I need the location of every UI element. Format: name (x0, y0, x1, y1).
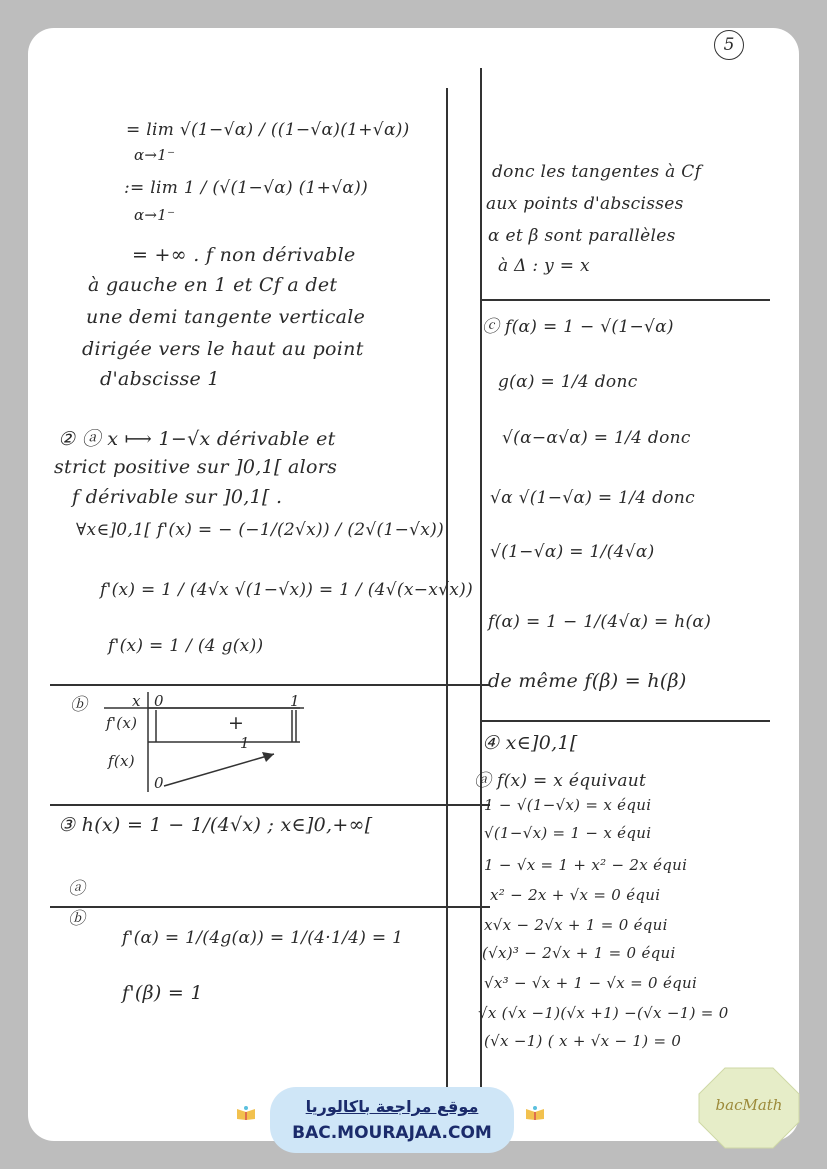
right-line-15: √(1−√x) = 1 − x équi (484, 824, 652, 842)
left-label-3a: ⓐ (68, 879, 86, 899)
table-f-label: f(x) (108, 752, 135, 770)
left-line-2: := lim 1 / (√(1−√α) (1+√α)) (124, 178, 368, 198)
right-line-13: ⓐ f(x) = x équivaut (474, 771, 647, 791)
table-x-start: 0 (154, 692, 164, 710)
right-line-20: √x³ − √x + 1 − √x = 0 équi (484, 974, 698, 992)
left-line-1-sub: α→1⁻ (134, 146, 176, 164)
right-line-12: ④ x∈]0,1[ (482, 732, 578, 754)
book-icon (525, 1106, 545, 1120)
left-line-4: à gauche en 1 et Cf a det (88, 274, 338, 296)
right-line-4: à Δ : y = x (498, 256, 590, 276)
left-line-16: f'(β) = 1 (122, 982, 203, 1004)
left-line-14: ③ h(x) = 1 − 1/(4√x) ; x∈]0,+∞[ (58, 814, 373, 836)
left-line-1: = lim √(1−√α) / ((1−√α)(1+√α)) (126, 120, 410, 140)
right-line-7: √(α−α√α) = 1/4 donc (502, 428, 691, 448)
left-line-5: une demi tangente verticale (86, 306, 366, 328)
table-x-end: 1 (290, 692, 300, 710)
site-badge[interactable] (270, 1087, 514, 1153)
table-fprime-label: f'(x) (106, 714, 138, 732)
page-number: 5 (714, 30, 744, 60)
left-line-9: strict positive sur ]0,1[ alors (54, 456, 338, 478)
bacmath-text: bacMath (715, 1096, 783, 1114)
right-line-17: x² − 2x + √x = 0 équi (490, 886, 661, 904)
left-line-11: ∀x∈]0,1[ f'(x) = − (−1/(2√x)) / (2√(1−√x)) (76, 520, 444, 540)
right-line-14: 1 − √(1−√x) = x équi (484, 796, 652, 814)
right-line-16: 1 − √x = 1 + x² − 2x équi (484, 856, 688, 874)
right-line-1: donc les tangentes à Cf (492, 162, 702, 182)
left-label-3b: ⓑ (68, 909, 86, 929)
left-line-10: f dérivable sur ]0,1[ . (72, 486, 283, 508)
right-line-6: g(α) = 1/4 donc (498, 372, 638, 392)
right-line-19: (√x)³ − 2√x + 1 = 0 équi (482, 944, 676, 962)
site-logo-right (515, 1096, 555, 1136)
right-line-9: √(1−√α) = 1/(4√α) (490, 542, 655, 562)
table-x-label: x (132, 692, 141, 710)
site-url[interactable]: BAC.MOURAJAA.COM (292, 1123, 492, 1143)
left-line-2-sub: α→1⁻ (134, 206, 176, 224)
left-line-13: f'(x) = 1 / (4 g(x)) (108, 636, 264, 656)
table-f-end: 1 (240, 734, 250, 752)
left-line-7: d'abscisse 1 (100, 368, 220, 390)
site-logo-left (226, 1096, 266, 1136)
rule-right-4 (480, 720, 770, 722)
right-line-21: √x (√x −1)(√x +1) −(√x −1) = 0 (478, 1004, 729, 1022)
site-name-arabic: موقع مراجعة باكالوريا (305, 1097, 479, 1116)
left-line-15: f'(α) = 1/(4g(α)) = 1/(4·1/4) = 1 (122, 928, 404, 948)
book-icon (236, 1106, 256, 1120)
right-line-3: α et β sont parallèles (488, 226, 676, 246)
right-line-22: (√x −1) ( x + √x − 1) = 0 (484, 1032, 682, 1050)
right-line-5: ⓒ f(α) = 1 − √(1−√α) (482, 317, 674, 337)
left-line-3: = +∞ . f non dérivable (132, 244, 356, 266)
left-line-8: ② ⓐ x ⟼ 1−√x dérivable et (58, 428, 336, 450)
rule-left-b-top (50, 804, 490, 806)
right-line-18: x√x − 2√x + 1 = 0 équi (484, 916, 668, 934)
table-fprime-sign: + (228, 712, 245, 734)
scanned-sheet (28, 28, 799, 1141)
right-line-10: f(α) = 1 − 1/(4√α) = h(α) (488, 612, 712, 632)
bacmath-logo (697, 1066, 801, 1150)
left-line-6: dirigée vers le haut au point (82, 338, 364, 360)
right-line-8: √α √(1−√α) = 1/4 donc (490, 488, 695, 508)
table-f-start: 0 (154, 774, 164, 792)
rule-right-top (480, 299, 770, 301)
left-line-12: f'(x) = 1 / (4√x √(1−√x)) = 1 / (4√(x−x√x)) (100, 580, 474, 600)
right-line-2: aux points d'abscisses (486, 194, 684, 214)
right-line-11: de même f(β) = h(β) (488, 670, 687, 692)
left-label-b: ⓑ (70, 695, 88, 715)
rule-left-3 (50, 906, 490, 908)
rule-left-b (50, 684, 490, 686)
